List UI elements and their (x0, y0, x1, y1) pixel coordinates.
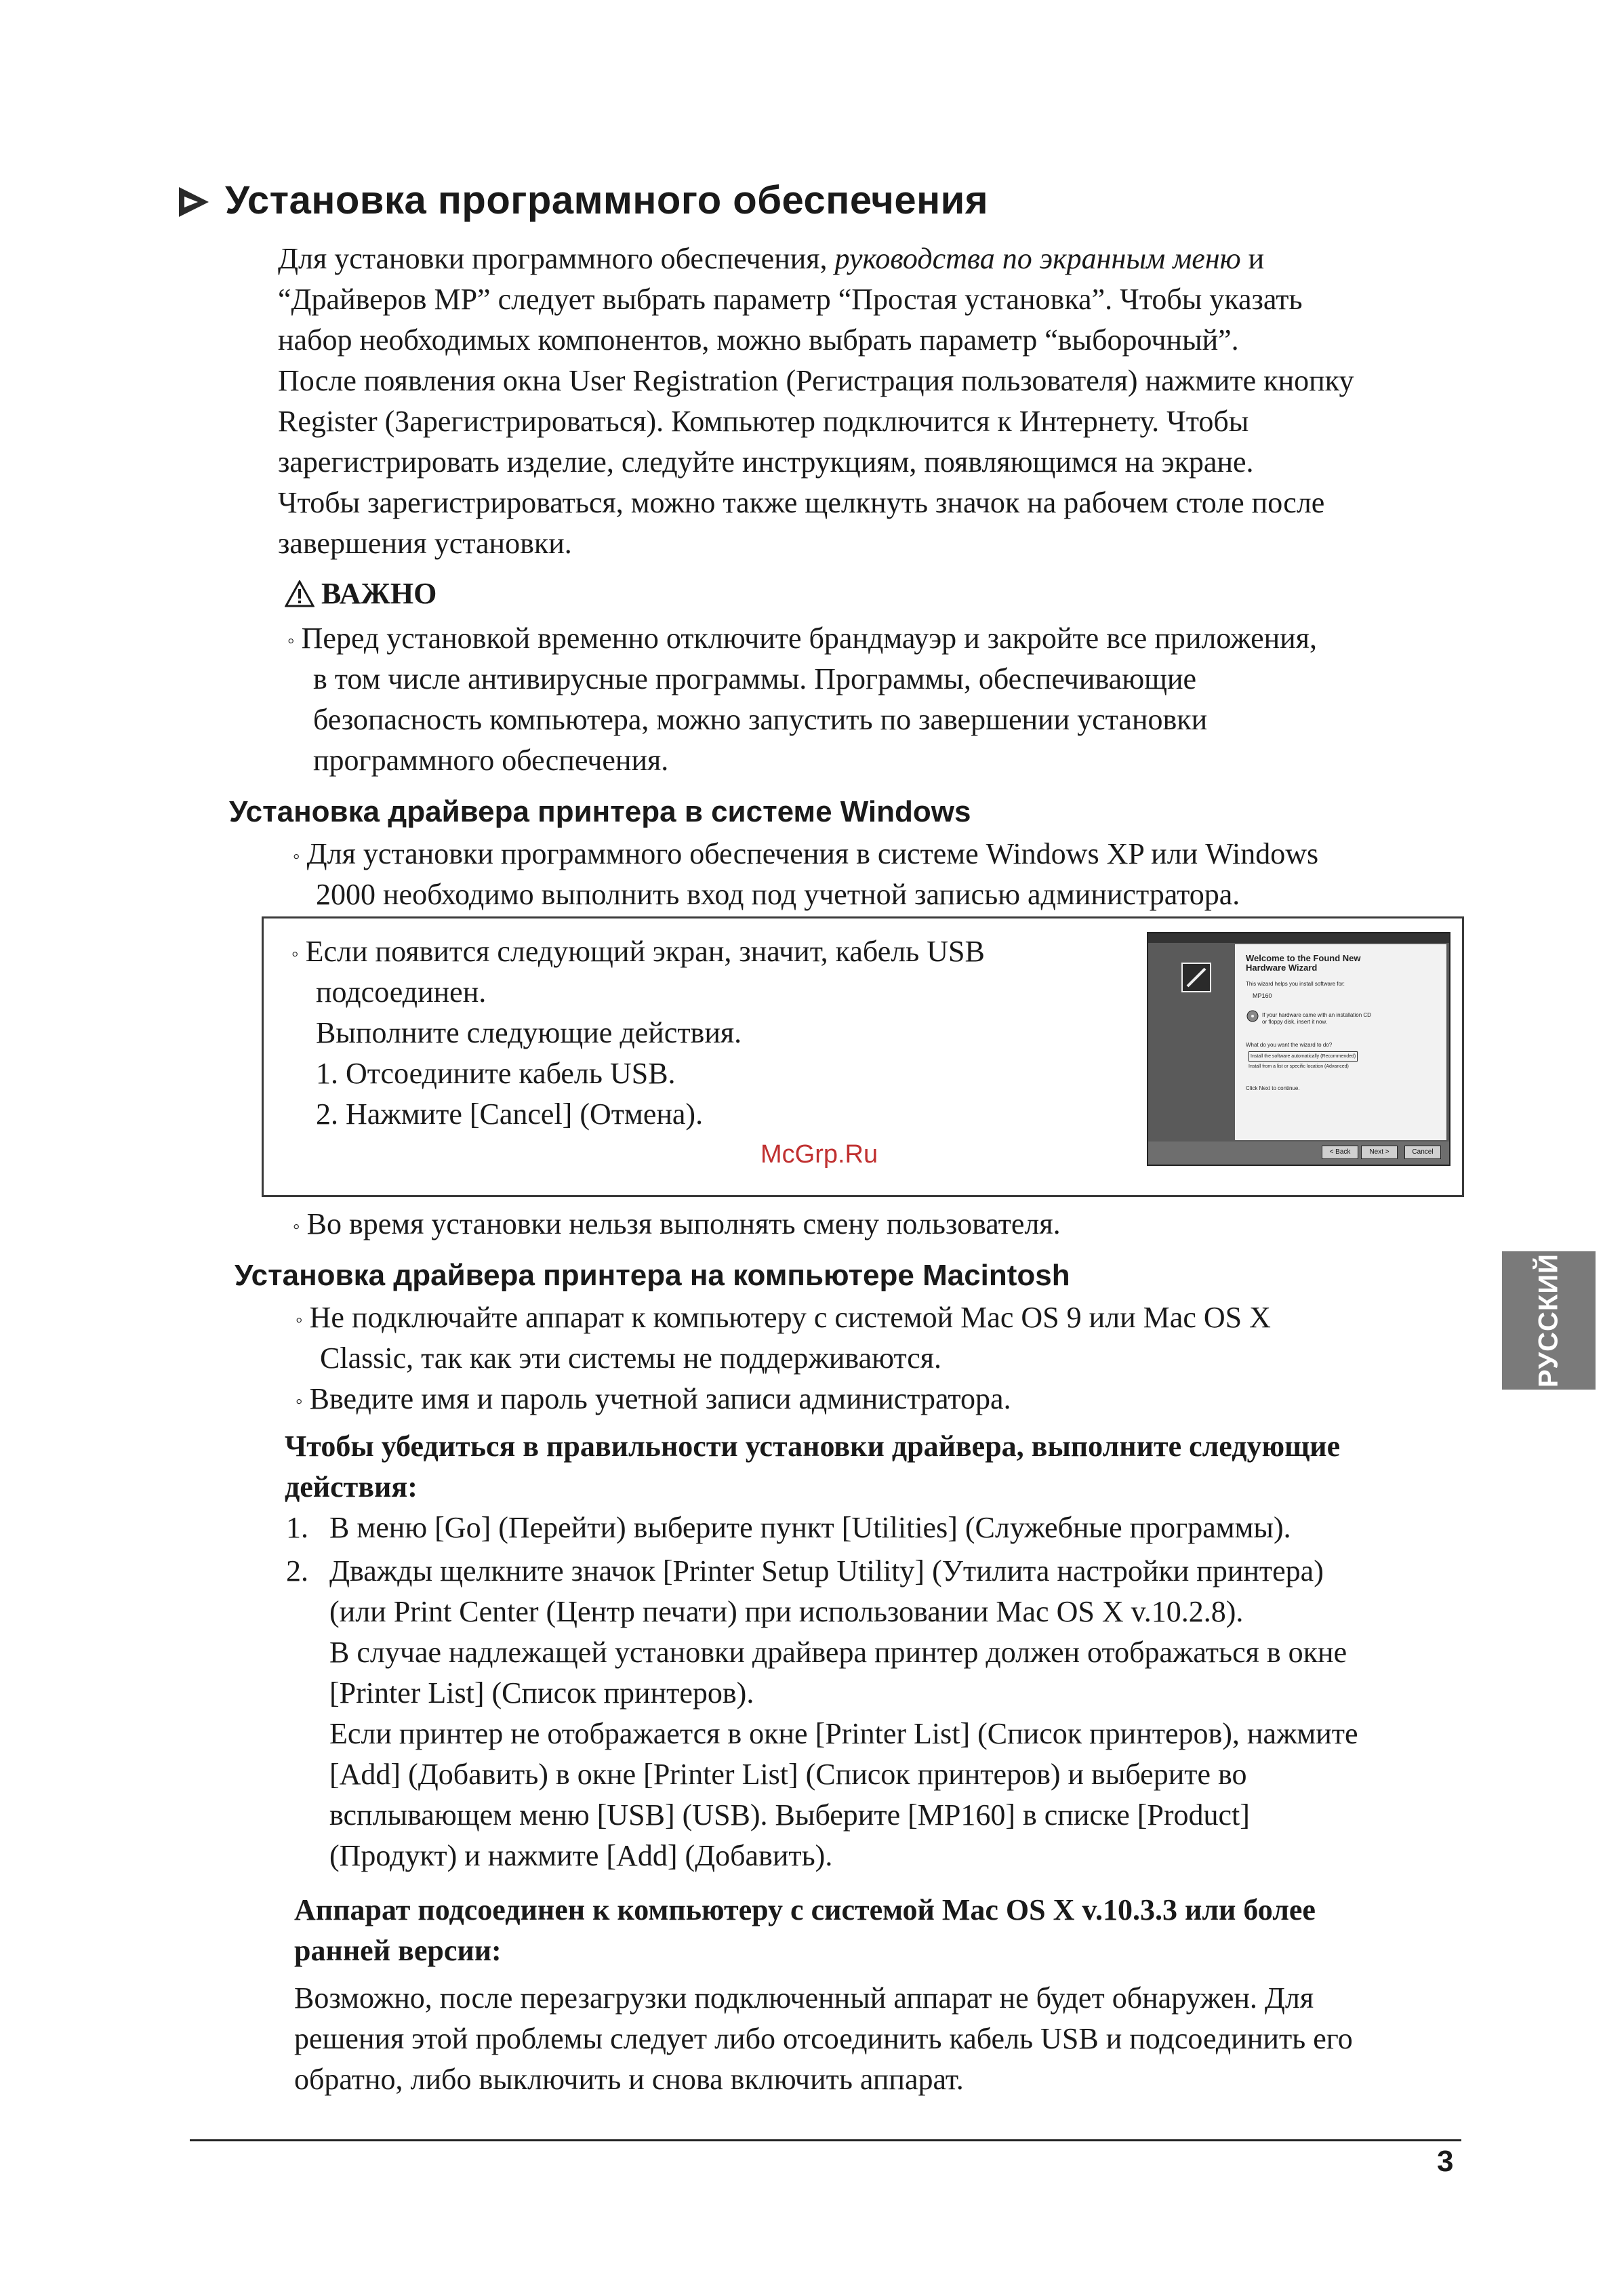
mac-bullet: ◦ Не подключайте аппарат к компьютеру с системой Mac OS 9 или Mac OS X (296, 1301, 1271, 1334)
intro-line: завершения установки. (278, 527, 572, 560)
found-new-hardware-wizard-screenshot (1147, 932, 1450, 1166)
wizard-next-button[interactable]: Next > (1361, 1146, 1398, 1159)
important-label: ВАЖНО (321, 577, 437, 610)
important-line: программного обеспечения. (313, 744, 669, 777)
older-text: Возможно, после перезагрузки подключенный аппарат не будет обнаружен. Для (294, 1981, 1314, 2015)
step-2: В случае надлежащей установки драйвера принтер должен отображаться в окне (329, 1636, 1347, 1669)
mac-bullet: ◦ Введите имя и пароль учетной записи администратора. (296, 1382, 1011, 1415)
older-text: решения этой проблемы следует либо отсоединить кабель USB и подсоединить его (294, 2022, 1353, 2055)
step-2: всплывающем меню [USB] (USB). Выберите [MP160] в списке [Product] (329, 1798, 1250, 1832)
wizard-hardware-icon (1181, 962, 1212, 996)
step-2: [Printer List] (Список принтеров). (329, 1676, 754, 1710)
verify-heading: Чтобы убедиться в правильности установки драйвера, выполните следующие (285, 1430, 1341, 1463)
step-2: [Add] (Добавить) в окне [Printer List] (Список принтеров) и выберите во (329, 1758, 1247, 1791)
intro-line: набор необходимых компонентов, можно выбрать параметр “выборочный”. (278, 323, 1239, 357)
windows-heading: Установка драйвера принтера в системе Windows (229, 795, 971, 828)
step-2: (Продукт) и нажмите [Add] (Добавить). (329, 1839, 833, 1872)
note-line: подсоединен. (316, 975, 487, 1009)
wizard-cd-hint: If your hardware came with an installation CD (1262, 1012, 1371, 1018)
wizard-option-auto[interactable]: Install the software automatically (Recommended) (1249, 1051, 1358, 1062)
older-heading: ранней версии: (294, 1934, 502, 1967)
bullet-icon: ◦ (287, 629, 295, 652)
footer-rule (190, 2139, 1461, 2141)
step-2: Если принтер не отображается в окне [Printer List] (Список принтеров), нажмите (329, 1717, 1358, 1750)
older-heading: Аппарат подсоединен к компьютеру с системой Mac OS X v.10.3.3 или более (294, 1893, 1316, 1926)
bullet-icon: ◦ (293, 845, 300, 868)
step-1: В меню [Go] (Перейти) выберите пункт [Utilities] (Служебные программы). (329, 1511, 1291, 1544)
wizard-continue: Click Next to continue. (1246, 1085, 1300, 1091)
step-2: (или Print Center (Центр печати) при использовании Mac OS X v.10.2.8). (329, 1595, 1244, 1628)
intro-line: Register (Зарегистрироваться). Компьютер подключится к Интернету. Чтобы (278, 405, 1249, 438)
wizard-panel (1235, 944, 1446, 1140)
intro-line: “Драйверов MP” следует выбрать параметр “Простая установка”. Чтобы указать (278, 283, 1303, 316)
wizard-cd-hint-2: or floppy disk, insert it now. (1262, 1019, 1328, 1025)
step-number: 2. (286, 1554, 308, 1588)
bullet-icon: ◦ (291, 942, 299, 965)
wizard-cancel-button[interactable]: Cancel (1404, 1146, 1441, 1159)
mac-bullet: Classic, так как эти системы не поддерживаются. (320, 1341, 941, 1375)
wizard-device: MP160 (1253, 992, 1272, 999)
bullet-icon: ◦ (296, 1390, 303, 1413)
watermark-text: McGrp.Ru (760, 1140, 878, 1169)
wizard-title: Welcome to the Found New (1246, 953, 1361, 963)
step-number: 1. (286, 1511, 308, 1544)
intro-line: Чтобы зарегистрироваться, можно также щелкнуть значок на рабочем столе после (278, 486, 1325, 519)
windows-bullet: 2000 необходимо выполнить вход под учетной записью администратора. (316, 878, 1240, 911)
cd-icon (1246, 1009, 1259, 1026)
page-title: Установка программного обеспечения (225, 178, 989, 222)
verify-heading: действия: (285, 1470, 418, 1503)
wizard-intro: This wizard helps you install software for: (1246, 981, 1345, 987)
step-2: Дважды щелкните значок [Printer Setup Utility] (Утилита настройки принтера) (329, 1554, 1324, 1588)
wizard-back-button[interactable]: < Back (1322, 1146, 1358, 1159)
page-number: 3 (1437, 2145, 1454, 2178)
wizard-titlebar (1148, 933, 1449, 943)
note-line: ◦ Если появится следующий экран, значит, кабель USB (291, 935, 985, 968)
wizard-footer (1148, 1142, 1449, 1165)
intro-line: зарегистрировать изделие, следуйте инструкциям, появляющимся на экране. (278, 445, 1254, 479)
important-line: в том числе антивирусные программы. Программы, обеспечивающие (313, 662, 1197, 695)
bullet-icon: ◦ (293, 1215, 300, 1238)
note-line: 1. Отсоедините кабель USB. (316, 1057, 676, 1090)
important-line: безопасность компьютера, можно запустить по завершении установки (313, 703, 1208, 736)
warning-icon (285, 580, 314, 611)
wizard-option-list[interactable]: Install from a list or specific location (Advanced) (1249, 1064, 1349, 1069)
title-arrow-icon (175, 183, 213, 224)
wizard-question: What do you want the wizard to do? (1246, 1042, 1333, 1048)
bullet-icon: ◦ (296, 1308, 303, 1331)
language-side-tab: РУССКИЙ (1502, 1251, 1596, 1390)
older-text: обратно, либо выключить и снова включить аппарат. (294, 2063, 964, 2096)
note-line: 2. Нажмите [Cancel] (Отмена). (316, 1097, 704, 1131)
windows-bullet: ◦ Для установки программного обеспечения в системе Windows XP или Windows (293, 837, 1319, 870)
note-line: Выполните следующие действия. (316, 1016, 742, 1049)
important-line: ◦ Перед установкой временно отключите брандмауэр и закройте все приложения, (287, 622, 1317, 655)
intro-line: После появления окна User Registration (Регистрация пользователя) нажмите кнопку (278, 364, 1354, 397)
mac-heading: Установка драйвера принтера на компьютере Macintosh (235, 1259, 1070, 1292)
intro-line: Для установки программного обеспечения, руководства по экранным меню и (278, 242, 1265, 275)
windows-after-box: ◦ Во время установки нельзя выполнять смену пользователя. (293, 1207, 1061, 1240)
wizard-title-2: Hardware Wizard (1246, 963, 1318, 973)
